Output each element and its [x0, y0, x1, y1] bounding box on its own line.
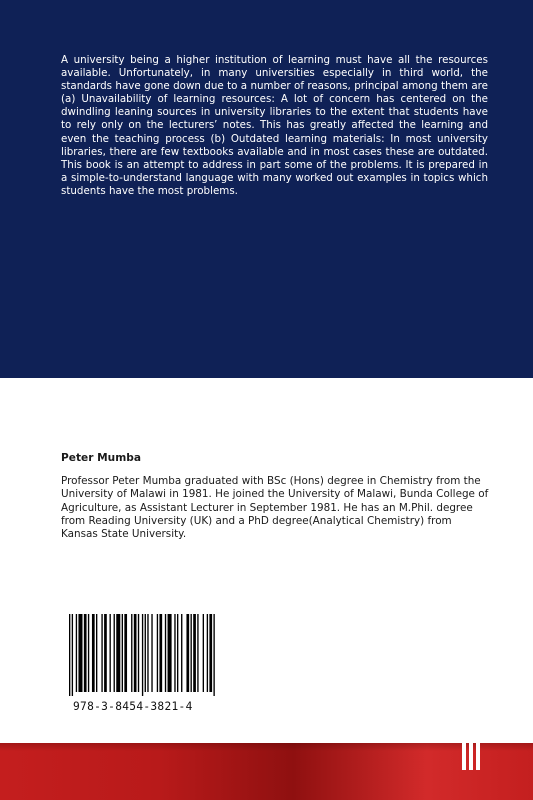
barcode-bar: [168, 614, 172, 692]
barcode-bar: [197, 614, 198, 692]
barcode-bar: [142, 614, 143, 696]
barcode-bar: [76, 614, 77, 692]
barcode-bar: [159, 614, 162, 692]
barcode-bar: [193, 614, 196, 692]
barcode-bar: [72, 614, 73, 696]
barcode-bar: [116, 614, 120, 692]
barcode-bar: [147, 614, 148, 692]
barcode-bar: [104, 614, 107, 692]
bottom-band-shadow: [0, 743, 533, 751]
barcode-bar: [78, 614, 82, 692]
bottom-color-band: [0, 743, 533, 800]
barcode-bar: [181, 614, 182, 692]
author-name: Peter Mumba: [61, 452, 141, 464]
barcode-bar: [124, 614, 127, 692]
barcode-bar: [165, 614, 166, 692]
barcode-bar: [213, 614, 214, 696]
barcode-bar: [92, 614, 95, 692]
barcode-bar: [131, 614, 132, 692]
barcode-bar: [110, 614, 111, 692]
barcode-area: [61, 608, 231, 724]
barcode-bar: [69, 614, 70, 696]
barcode-bar: [134, 614, 137, 692]
barcode-bar: [191, 614, 192, 692]
barcode-bar: [209, 614, 212, 692]
isbn-number: 978-3-8454-3821-4: [73, 700, 193, 713]
barcode-bar: [96, 614, 97, 692]
publisher-logo-icon: [458, 716, 488, 776]
barcode-bar: [88, 614, 89, 692]
barcode-bar: [203, 614, 204, 692]
barcode-icon: [67, 614, 225, 696]
book-blurb: A university being a higher institution of learning must have all the resources available. Unfortunately, in many universities especially in third world, the standards have gone down due to a number of reasons, principal among them are (a) Unavailability of learning resources: A lot of concern has centered on the dwindling leaning sources in university libraries to the extent that students have to rely only on the lecturers’ notes. This has greatly affected the learning and even the teaching process (b) Outdated learning materials: In most university libraries, there are few textbooks available and in most cases these are outdated. This book is an attempt to address in part some of the problems. It is prepared in a simple-to-understand language with many worked out examples in topics which students have the most problems.: [61, 54, 488, 197]
barcode-bar: [151, 614, 152, 692]
barcode-bar: [101, 614, 102, 692]
barcode-bar: [122, 614, 123, 692]
barcode-bar: [207, 614, 208, 692]
barcode-bar: [157, 614, 158, 692]
barcode-bar: [114, 614, 115, 692]
author-bio: Professor Peter Mumba graduated with BSc (Hons) degree in Chemistry from the University of Malawi in 1981. He joined the University of Malawi, Bunda College of Agriculture, as Assistant Lecturer in September 1981. He has an M.Phil. degree from Reading University (UK) and a PhD degree(Analytical Chemistry) from Kansas State University.: [61, 475, 489, 541]
barcode-bar: [174, 614, 175, 692]
barcode-bar: [145, 614, 146, 692]
barcode-bar: [84, 614, 87, 692]
barcode-bar: [177, 614, 178, 692]
barcode-bar: [138, 614, 139, 692]
barcode-bar: [186, 614, 189, 692]
